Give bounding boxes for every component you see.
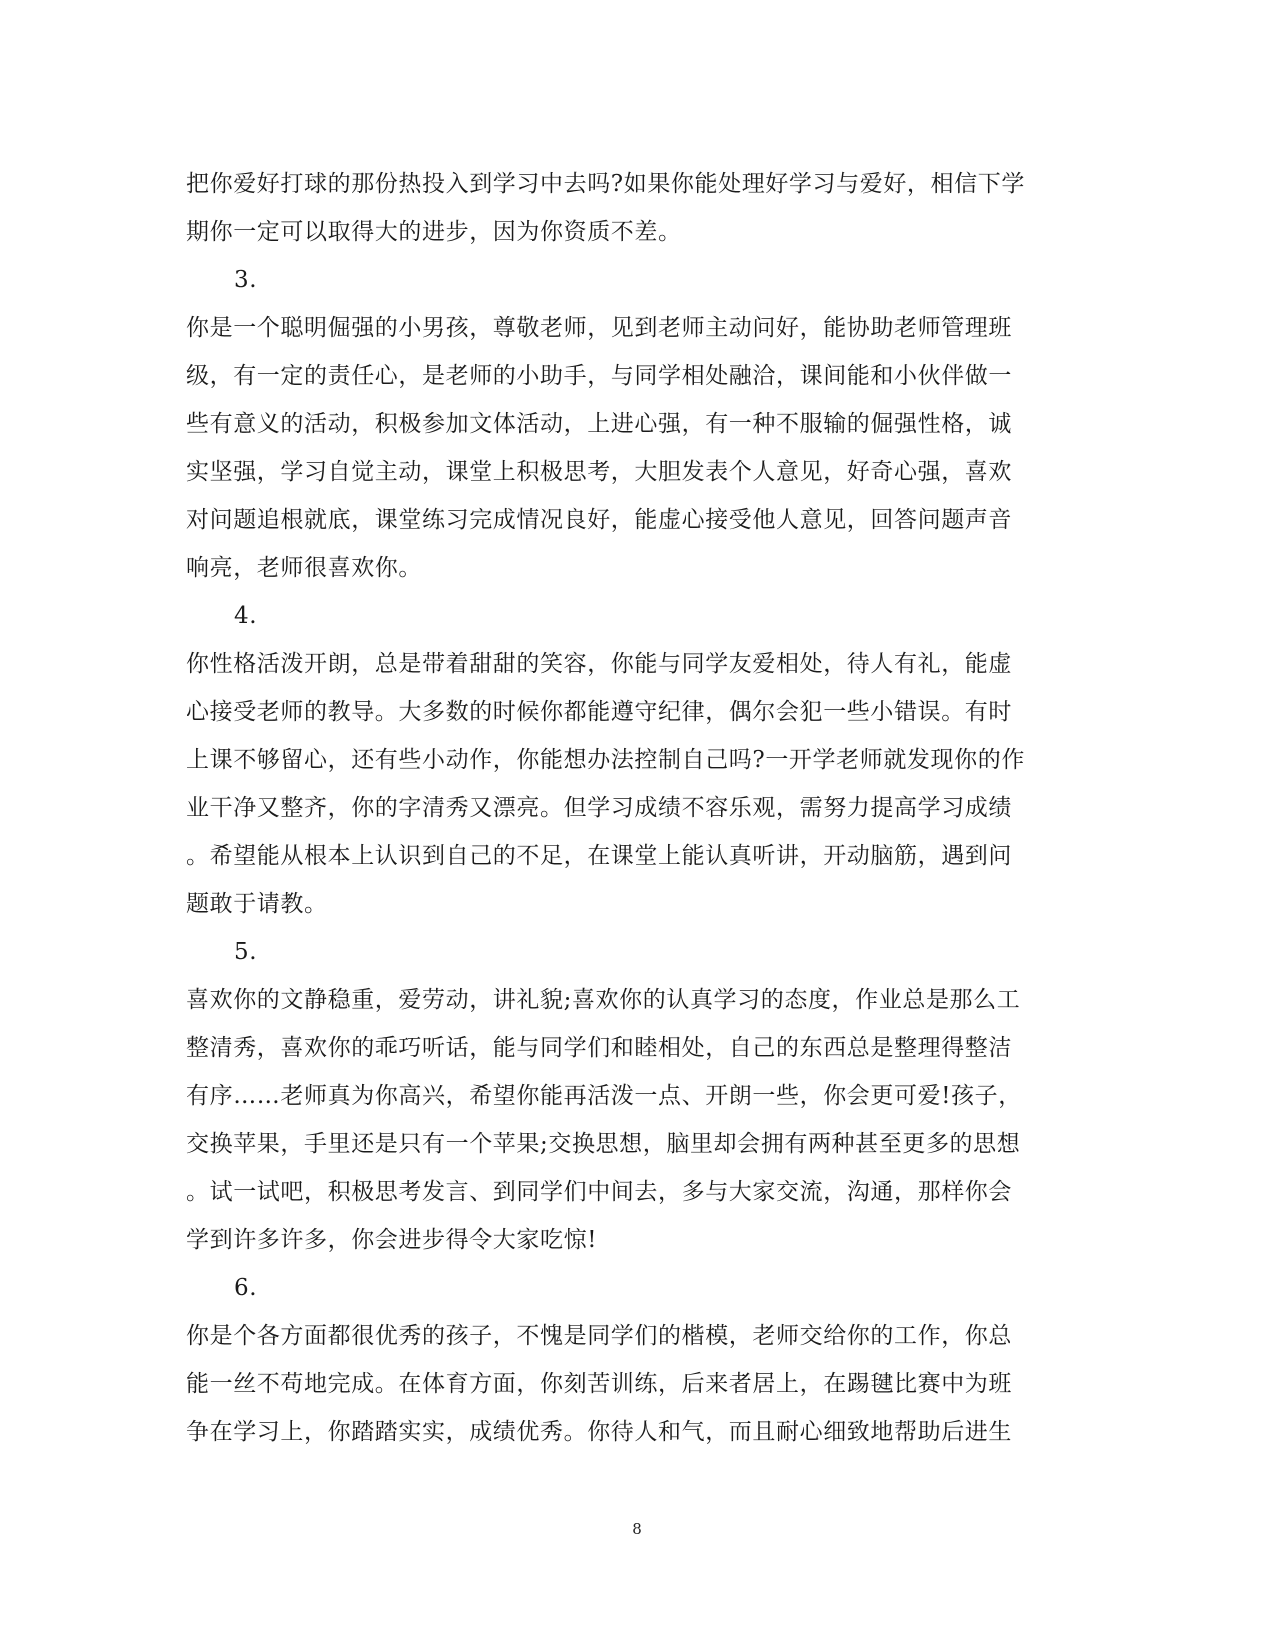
text-line: 响亮，老师很喜欢你。 bbox=[186, 555, 422, 581]
text-line: 业干净又整齐，你的字清秀又漂亮。但学习成绩不容乐观，需努力提高学习成绩 bbox=[186, 795, 1012, 821]
text-line: 上课不够留心，还有些小动作，你能想办法控制自己吗?一开学老师就发现你的作 bbox=[186, 747, 1025, 773]
text-line: 交换苹果，手里还是只有一个苹果;交换思想，脑里却会拥有两种甚至更多的思想 bbox=[186, 1131, 1021, 1157]
page-number: 8 bbox=[632, 1520, 642, 1538]
text-line: 学到许多许多，你会进步得令大家吃惊! bbox=[186, 1227, 598, 1253]
text-line: 。试一试吧，积极思考发言、到同学们中间去，多与大家交流，沟通，那样你会 bbox=[186, 1179, 1012, 1205]
document-body bbox=[186, 160, 1066, 1456]
text-line: 整清秀，喜欢你的乖巧听话，能与同学们和睦相处，自己的东西总是整理得整洁 bbox=[186, 1035, 1012, 1061]
text-line: 争在学习上，你踏踏实实，成绩优秀。你待人和气，而且耐心细致地帮助后进生 bbox=[186, 1419, 1012, 1445]
text-line: 能一丝不苟地完成。在体育方面，你刻苦训练，后来者居上，在踢毽比赛中为班 bbox=[186, 1371, 1012, 1397]
text-line: 你是一个聪明倔强的小男孩，尊敬老师，见到老师主动问好，能协助老师管理班 bbox=[186, 315, 1012, 341]
text-line: 对问题追根就底，课堂练习完成情况良好，能虚心接受他人意见，回答问题声音 bbox=[186, 507, 1012, 533]
text-line: 实坚强，学习自觉主动，课堂上积极思考，大胆发表个人意见，好奇心强，喜欢 bbox=[186, 459, 1012, 485]
text-line: 喜欢你的文静稳重，爱劳动，讲礼貌;喜欢你的认真学习的态度，作业总是那么工 bbox=[186, 987, 1021, 1013]
text-line: 心接受老师的教导。大多数的时候你都能遵守纪律，偶尔会犯一些小错误。有时 bbox=[186, 699, 1012, 725]
item-number: 4. bbox=[234, 603, 258, 629]
item-number: 6. bbox=[234, 1275, 258, 1301]
text-line: 你是个各方面都很优秀的孩子，不愧是同学们的楷模，老师交给你的工作，你总 bbox=[186, 1323, 1012, 1349]
text-line: 级，有一定的责任心，是老师的小助手，与同学相处融洽，课间能和小伙伴做一 bbox=[186, 363, 1012, 389]
text-line: 期你一定可以取得大的进步，因为你资质不差。 bbox=[186, 219, 682, 245]
text-line: 有序……老师真为你高兴，希望你能再活泼一点、开朗一些，你会更可爱!孩子， bbox=[186, 1083, 1022, 1109]
text-line: 你性格活泼开朗，总是带着甜甜的笑容，你能与同学友爱相处，待人有礼，能虚 bbox=[186, 651, 1012, 677]
text-line: 些有意义的活动，积极参加文体活动，上进心强，有一种不服输的倔强性格，诚 bbox=[186, 411, 1012, 437]
item-number: 3. bbox=[234, 267, 258, 293]
item-number: 5. bbox=[234, 939, 258, 965]
text-line: 把你爱好打球的那份热投入到学习中去吗?如果你能处理好学习与爱好，相信下学 bbox=[186, 171, 1025, 197]
text-line: 。希望能从根本上认识到自己的不足，在课堂上能认真听讲，开动脑筋，遇到问 bbox=[186, 843, 1012, 869]
text-line: 题敢于请教。 bbox=[186, 891, 328, 917]
